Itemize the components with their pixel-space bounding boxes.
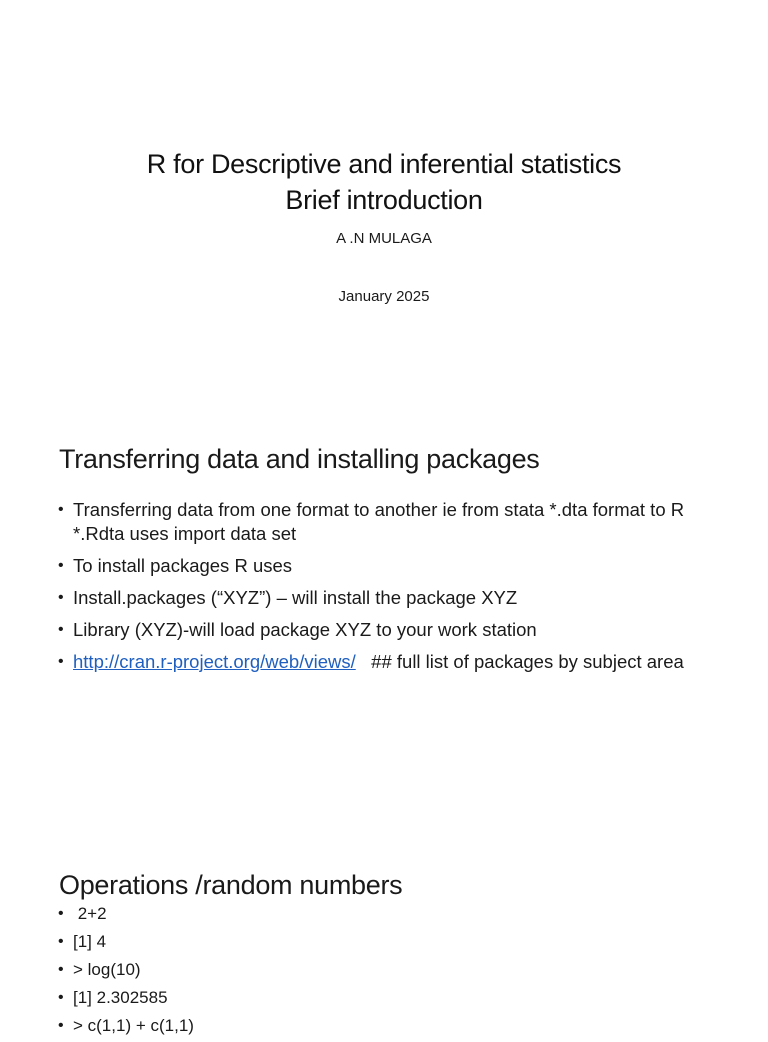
- author-name: A .N MULAGA: [336, 230, 432, 247]
- bullet-icon: •: [58, 1017, 64, 1034]
- bullet-text: [1] 4: [73, 932, 107, 951]
- packages-slide: [0, 430, 768, 850]
- bullet-icon: •: [58, 589, 64, 606]
- bullet-item: [58, 650, 718, 674]
- cran-views-link[interactable]: http://cran.r-project.org/web/views/: [73, 651, 356, 672]
- bullet-list: [58, 498, 718, 682]
- bullet-text: To install packages R uses: [73, 555, 293, 576]
- bullet-item: [58, 554, 718, 578]
- bullet-icon: •: [58, 905, 64, 922]
- bullet-item: [58, 618, 718, 642]
- bullet-icon: •: [58, 557, 64, 574]
- bullet-text: > c(1,1) + c(1,1): [73, 1016, 194, 1035]
- title-slide: [0, 0, 768, 430]
- bullet-text: 2+2: [73, 904, 107, 923]
- bullet-item: [58, 958, 718, 982]
- bullet-item: [58, 1014, 718, 1038]
- slide-title-line-1: R for Descriptive and inferential statistics: [146, 149, 622, 179]
- slide-heading: Operations /random numbers: [59, 870, 403, 900]
- bullet-text: > log(10): [73, 960, 141, 979]
- bullet-item: [58, 586, 718, 610]
- bullet-icon: •: [58, 653, 64, 670]
- bullet-text: [1] 2.302585: [73, 988, 168, 1007]
- bullet-icon: •: [58, 989, 64, 1006]
- slide-heading: Transferring data and installing packages: [59, 444, 540, 474]
- bullet-item: [58, 930, 718, 954]
- bullet-text: Install.packages (“XYZ”) – will install the package XYZ: [73, 587, 518, 608]
- bullet-text: ## full list of packages by subject area: [355, 651, 684, 672]
- slide-title-line-2: Brief introduction: [285, 185, 483, 215]
- bullet-text: Transferring data from one format to another ie from stata *.dta format to R *.Rdta uses import data set: [73, 499, 685, 544]
- bullet-item: [58, 498, 718, 546]
- presentation-date: January 2025: [338, 288, 430, 305]
- bullet-item: [58, 902, 718, 926]
- operations-slide: [0, 862, 768, 1035]
- bullet-icon: •: [58, 961, 64, 978]
- bullet-icon: •: [58, 501, 64, 518]
- bullet-item: [58, 986, 718, 1010]
- bullet-icon: •: [58, 621, 64, 638]
- title-block: [0, 146, 768, 218]
- bullet-list: [58, 902, 718, 1042]
- bullet-icon: •: [58, 933, 64, 950]
- bullet-text: Library (XYZ)-will load package XYZ to your work station: [73, 619, 537, 640]
